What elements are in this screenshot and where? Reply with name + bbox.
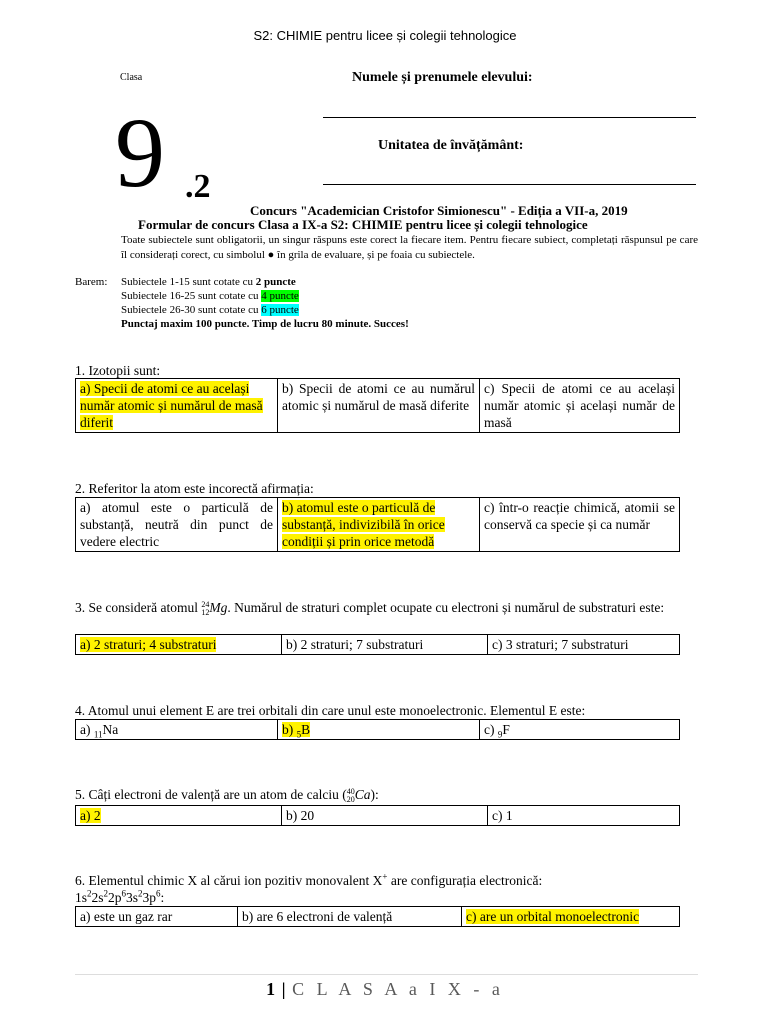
barem-line-3: Subiectele 26-30 sunt cotate cu 6 puncte	[121, 304, 299, 316]
page-footer	[0, 979, 770, 1000]
school-label: Unitatea de învățământ:	[378, 138, 524, 153]
question-6-configuration: $1s^22s^22p^63s^23p^6$:	[75, 888, 165, 905]
question-5-options	[75, 805, 680, 826]
mg-isotope-indices: 24 12	[201, 599, 210, 617]
class-label: Clasa	[120, 72, 143, 83]
question-6-text: 6. Elementul chimic X al cărui ion pozitiv monovalent X+ are configurația electronică:	[75, 871, 543, 888]
question-5-option-b[interactable]: b) 20	[282, 806, 488, 826]
student-name-line[interactable]	[323, 117, 696, 118]
class-subnumber: .2	[185, 168, 211, 205]
question-4-text: 4. Atomul unui element E are trei orbitali din care unul este monoelectronic. Elementul E este:	[75, 703, 586, 718]
question-3-text: 3. Se consideră atomul 24 12 Mg. Numărul de straturi complet ocupate cu electroni și numărul de substraturi este:	[75, 599, 665, 617]
question-6-option-a[interactable]: a) este un gaz rar	[76, 907, 238, 927]
question-6-option-c[interactable]: c) are un orbital monoelectronic	[462, 907, 680, 927]
question-1-option-c[interactable]: c) Specii de atomi ce au același număr atomic și același număr de masă	[480, 379, 680, 433]
question-1-option-b[interactable]: b) Specii de atomi ce au numărul atomic și numărul de masă diferite	[278, 379, 480, 433]
student-name-label: Numele și prenumele elevului:	[352, 70, 533, 85]
instructions: Toate subiectele sunt obligatorii, un singur răspuns este corect la fiecare item. Pentru fiecare subiect, completați răspunsul pe care îl considerați corect, cu simbolul ● în grila de evaluare, și pe foaia cu subiectele.	[121, 234, 698, 261]
question-5-option-c[interactable]: c) 1	[488, 806, 680, 826]
contest-title: Concurs "Academician Cristofor Simionescu" - Ediția a VII-a, 2019	[250, 203, 628, 218]
question-2-text: 2. Referitor la atom este incorectă afirmația:	[75, 481, 314, 496]
question-2-option-c[interactable]: c) într-o reacție chimică, atomii se conservă ca specie și ca număr	[480, 498, 680, 552]
running-header: S2: CHIMIE pentru licee și colegii tehnologice	[253, 28, 517, 43]
question-2-option-a[interactable]: a) atomul este o particulă de substanță, neutră din punct de vedere electric	[76, 498, 278, 552]
question-2-options	[75, 497, 680, 552]
question-4-options	[75, 719, 680, 740]
footer-class-label: C L A S A a I X - a	[292, 979, 504, 999]
question-5-text: 5. Câți electroni de valență are un atom de calciu ( 40 20 Ca):	[75, 786, 379, 804]
question-6-options	[75, 906, 680, 927]
class-number: 9	[115, 97, 165, 208]
question-3-option-c[interactable]: c) 3 straturi; 7 substraturi	[488, 635, 680, 655]
footer-rule	[75, 974, 698, 975]
question-3-options	[75, 634, 680, 655]
question-4-option-b[interactable]: b) $_5$B	[278, 720, 480, 740]
question-4-option-a[interactable]: a) $_{11}$Na	[76, 720, 278, 740]
form-title: Formular de concurs Clasa a IX-a S2: CHIMIE pentru licee și colegii tehnologice	[138, 217, 588, 232]
question-4-option-c[interactable]: c) $_9$F	[480, 720, 680, 740]
barem-points-1: 2 puncte	[255, 276, 296, 288]
question-2-option-b[interactable]: b) atomul este o particulă de substanță, indivizibilă în orice condiții și prin orice metodă	[278, 498, 480, 552]
question-1-option-a[interactable]: a) Specii de atomi ce au același număr atomic și numărul de masă diferit	[76, 379, 278, 433]
footer-separator: |	[281, 979, 286, 999]
question-3-option-a[interactable]: a) 2 straturi; 4 substraturi	[76, 635, 282, 655]
ca-symbol: Ca	[354, 787, 371, 802]
ca-isotope-indices: 40 20	[346, 786, 355, 804]
question-3-option-b[interactable]: b) 2 straturi; 7 substraturi	[282, 635, 488, 655]
barem-points-2: 4 puncte	[261, 290, 299, 302]
barem-line-4: Punctaj maxim 100 puncte. Timp de lucru 80 minute. Succes!	[121, 318, 409, 330]
question-6-option-b[interactable]: b) are 6 electroni de valență	[238, 907, 462, 927]
question-5-option-a[interactable]: a) 2	[76, 806, 282, 826]
barem-points-3: 6 puncte	[261, 304, 299, 316]
school-line[interactable]	[323, 184, 696, 185]
question-1-text: 1. Izotopii sunt:	[75, 363, 161, 378]
question-1-options	[75, 378, 680, 433]
barem-label: Barem:	[75, 276, 108, 288]
barem-line-1: Subiectele 1-15 sunt cotate cu 2 puncte	[121, 276, 296, 288]
page-number: 1	[266, 979, 276, 999]
mg-symbol: Mg	[209, 600, 228, 615]
barem-line-2: Subiectele 16-25 sunt cotate cu 4 puncte	[121, 290, 299, 302]
